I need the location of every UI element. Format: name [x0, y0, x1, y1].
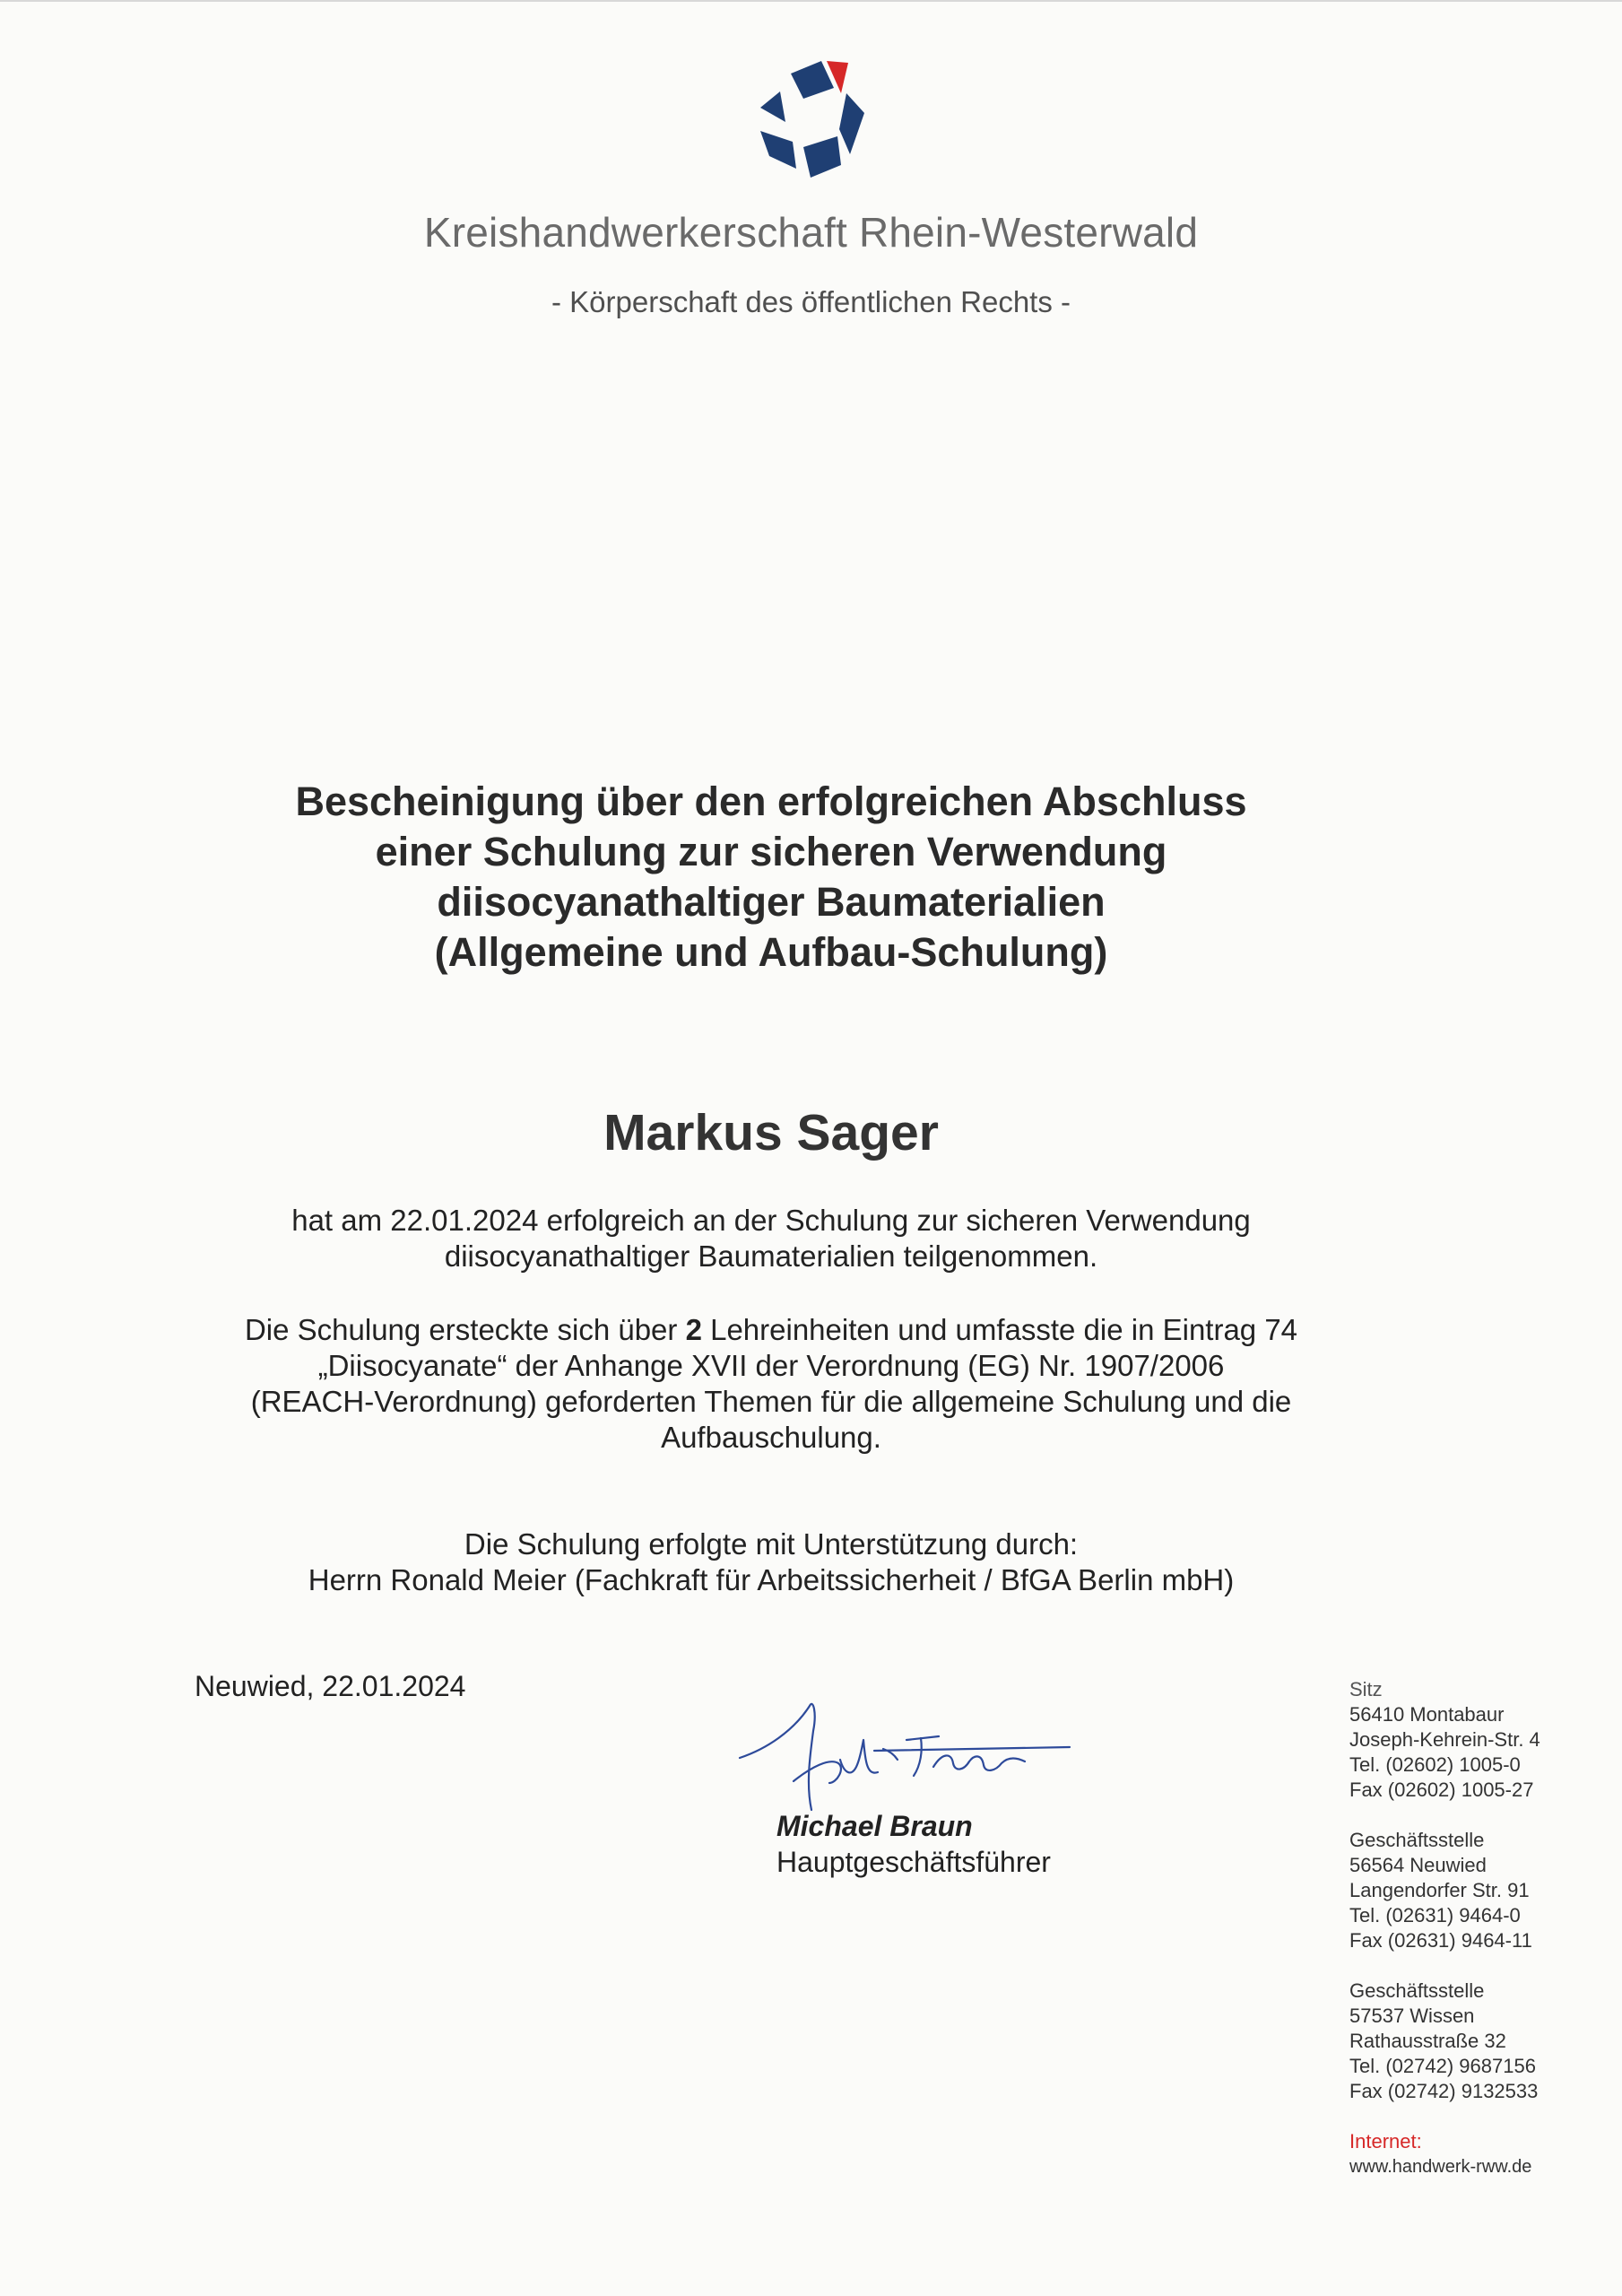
sidebar-line: Tel. (02742) 9687156	[1349, 2055, 1536, 2077]
website-link[interactable]: www.handwerk-rww.de	[1349, 2157, 1532, 2177]
text-segment: Lehreinheiten und umfasste die in Eintrag 74	[701, 1313, 1298, 1346]
text-line: „Diisocyanate“ der Anhange XVII der Verordnung (EG) Nr. 1907/2006	[317, 1349, 1225, 1382]
signer-role: Hauptgeschäftsführer	[776, 1846, 1051, 1878]
sidebar-line: 56410 Montabaur	[1349, 1703, 1505, 1726]
title-line: Bescheinigung über den erfolgreichen Abschluss	[295, 778, 1247, 824]
sidebar-line: 56564 Neuwied	[1349, 1854, 1487, 1876]
sidebar-line: Langendorfer Str. 91	[1349, 1879, 1530, 1901]
sidebar-line: Fax (02742) 9132533	[1349, 2080, 1539, 2102]
text-line: Aufbauschulung.	[661, 1421, 881, 1454]
sidebar-line: Tel. (02602) 1005-0	[1349, 1753, 1521, 1776]
sidebar-line: Tel. (02631) 9464-0	[1349, 1904, 1521, 1926]
sidebar-line: Rathausstraße 32	[1349, 2030, 1506, 2052]
title-line: einer Schulung zur sicheren Verwendung	[375, 829, 1167, 874]
participant-name: Markus Sager	[603, 1104, 939, 1161]
logo-block-top	[791, 61, 834, 99]
internet-label: Internet:	[1349, 2130, 1422, 2152]
organization-subtitle: - Körperschaft des öffentlichen Rechts -	[551, 285, 1071, 318]
certificate-title	[0, 777, 1542, 978]
contact-sidebar	[1349, 1677, 1600, 2205]
logo-block-right	[839, 93, 864, 154]
participation-statement	[0, 1203, 1542, 1274]
sidebar-line: Geschäftsstelle	[1349, 1829, 1485, 1851]
logo-block-left	[760, 91, 785, 122]
organization-name: Kreishandwerkerschaft Rhein-Westerwald	[423, 209, 1199, 256]
support-statement	[0, 1526, 1542, 1598]
sidebar-line: Geschäftsstelle	[1349, 1979, 1485, 2002]
training-scope-statement	[0, 1312, 1542, 1456]
sidebar-line: Fax (02631) 9464-11	[1349, 1929, 1532, 1952]
headquarters-address	[1349, 1677, 1600, 1803]
sidebar-line: 57537 Wissen	[1349, 2005, 1475, 2027]
text-segment: Die Schulung ersteckte sich über	[244, 1313, 686, 1346]
text-line: hat am 22.01.2024 erfolgreich an der Schulung zur sicheren Verwendung	[291, 1204, 1251, 1237]
place-and-date: Neuwied, 22.01.2024	[195, 1670, 466, 1702]
office-neuwied-address	[1349, 1828, 1600, 1953]
top-edge-line	[0, 0, 1622, 2]
text-line: (REACH-Verordnung) geforderten Themen für die allgemeine Schulung und die	[250, 1385, 1292, 1418]
organization-logo-icon	[753, 54, 879, 188]
logo-block-bottom	[803, 136, 841, 178]
internet-info	[1349, 2129, 1600, 2179]
sidebar-line: Sitz	[1349, 1678, 1383, 1700]
sidebar-line: Fax (02602) 1005-27	[1349, 1779, 1534, 1801]
text-line: diisocyanathaltiger Baumaterialien teilgenommen.	[444, 1239, 1098, 1273]
title-line: diisocyanathaltiger Baumaterialien	[437, 879, 1106, 925]
text-line: Herrn Ronald Meier (Fachkraft für Arbeitssicherheit / BfGA Berlin mbH)	[308, 1563, 1235, 1596]
text-line: Die Schulung erfolgte mit Unterstützung durch:	[464, 1527, 1079, 1561]
office-wissen-address	[1349, 1979, 1600, 2104]
teaching-units-count: 2	[685, 1313, 702, 1346]
logo-block-bottom-left	[760, 131, 796, 169]
signer-name: Michael Braun	[776, 1810, 973, 1842]
text-line	[0, 1312, 1542, 1348]
title-line: (Allgemeine und Aufbau-Schulung)	[434, 929, 1108, 975]
handwritten-signature-icon	[731, 1695, 1080, 1821]
sidebar-line: Joseph-Kehrein-Str. 4	[1349, 1728, 1540, 1751]
